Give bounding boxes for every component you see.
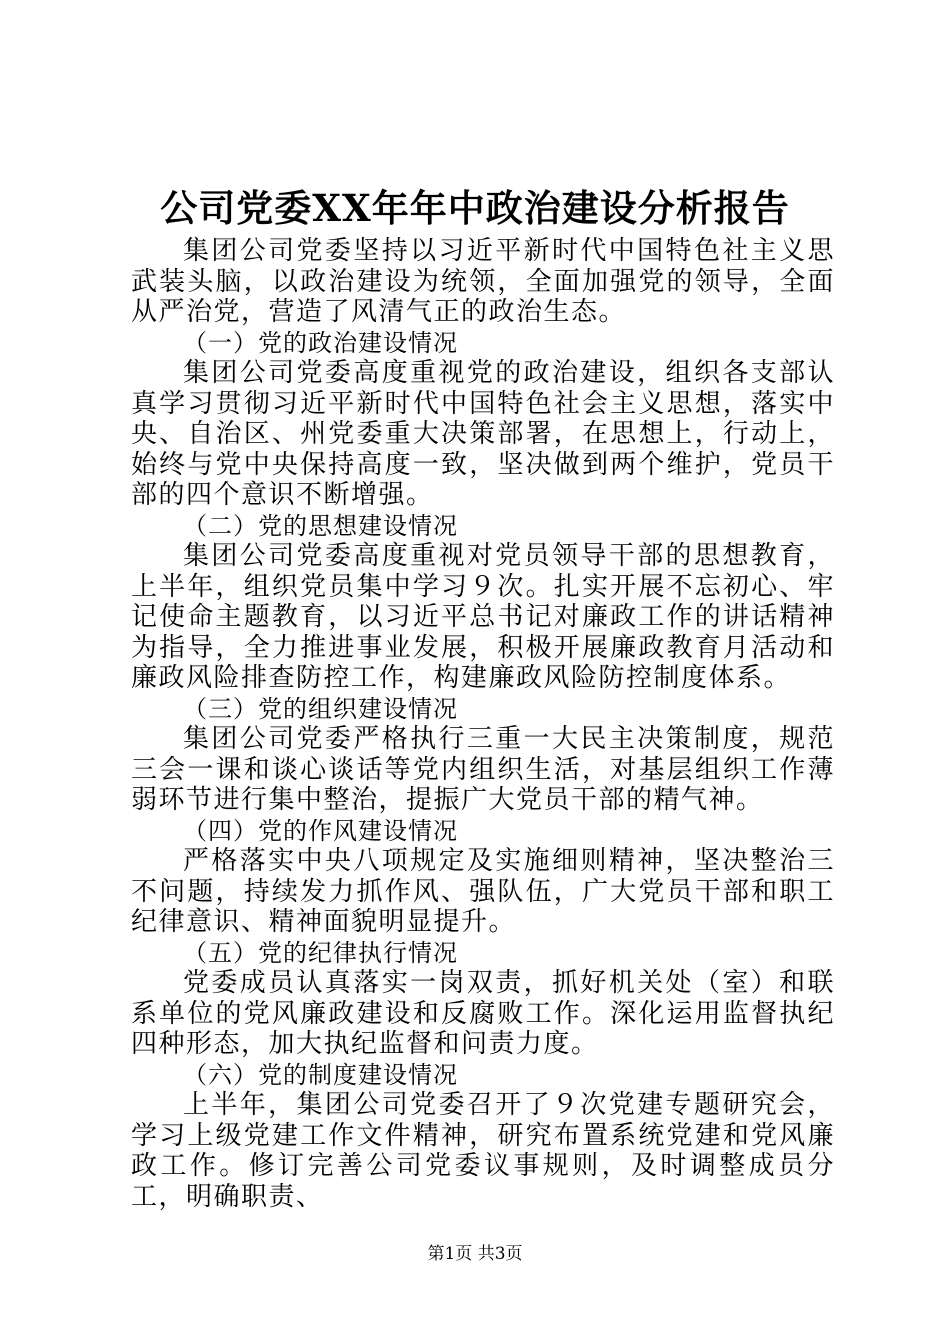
section-paragraph: 上半年，集团公司党委召开了９次党建专题研究会，学习上级党建工作文件精神，研究布置系统党建和党风廉政工作。修订完善公司党委议事规则，及时调整成员分工，明确职责、 [131,1090,835,1212]
document-body [131,236,835,1212]
section-heading: （六）党的制度建设情况 [183,1060,458,1089]
section-1 [131,328,835,511]
section-5 [131,938,835,1060]
section-heading: （一）党的政治建设情况 [183,328,458,357]
section-heading: （四）党的作风建设情况 [183,816,458,845]
section-6 [131,1060,835,1213]
section-paragraph: 党委成员认真落实一岗双责，抓好机关处（室）和联系单位的党风廉政建设和反腐败工作。深化运用监督执纪四种形态，加大执纪监督和问责力度。 [131,968,835,1059]
section-heading: （五）党的纪律执行情况 [183,938,458,967]
section-4 [131,816,835,938]
section-heading: （三）党的组织建设情况 [183,694,458,723]
section-heading: （二）党的思想建设情况 [183,511,458,540]
section-2 [131,511,835,694]
page-number: 第1页 共3页 [427,1244,523,1264]
section-paragraph: 集团公司党委高度重视对党员领导干部的思想教育，上半年，组织党员集中学习９次。扎实开展不忘初心、牢记使命主题教育，以习近平总书记对廉政工作的讲话精神为指导，全力推进事业发展，积极开展廉政教育月活动和廉政风险排查防控工作，构建廉政风险防控制度体系。 [131,541,835,693]
intro-paragraph: 集团公司党委坚持以习近平新时代中国特色社主义思武装头脑，以政治建设为统领，全面加强党的领导，全面从严治党，营造了风清气正的政治生态。 [131,236,835,327]
document-title: 公司党委XX年年中政治建设分析报告 [160,186,790,230]
section-3 [131,694,835,816]
section-paragraph: 集团公司党委高度重视党的政治建设，组织各支部认真学习贯彻习近平新时代中国特色社会主义思想，落实中央、自治区、州党委重大决策部署，在思想上，行动上，始终与党中央保持高度一致，坚决做到两个维护，党员干部的四个意识不断增强。 [131,358,835,510]
section-paragraph: 集团公司党委严格执行三重一大民主决策制度，规范三会一课和谈心谈话等党内组织生活，对基层组织工作薄弱环节进行集中整治，提振广大党员干部的精气神。 [131,724,835,815]
section-paragraph: 严格落实中央八项规定及实施细则精神，坚决整治三不问题，持续发力抓作风、强队伍，广大党员干部和职工纪律意识、精神面貌明显提升。 [131,846,835,937]
